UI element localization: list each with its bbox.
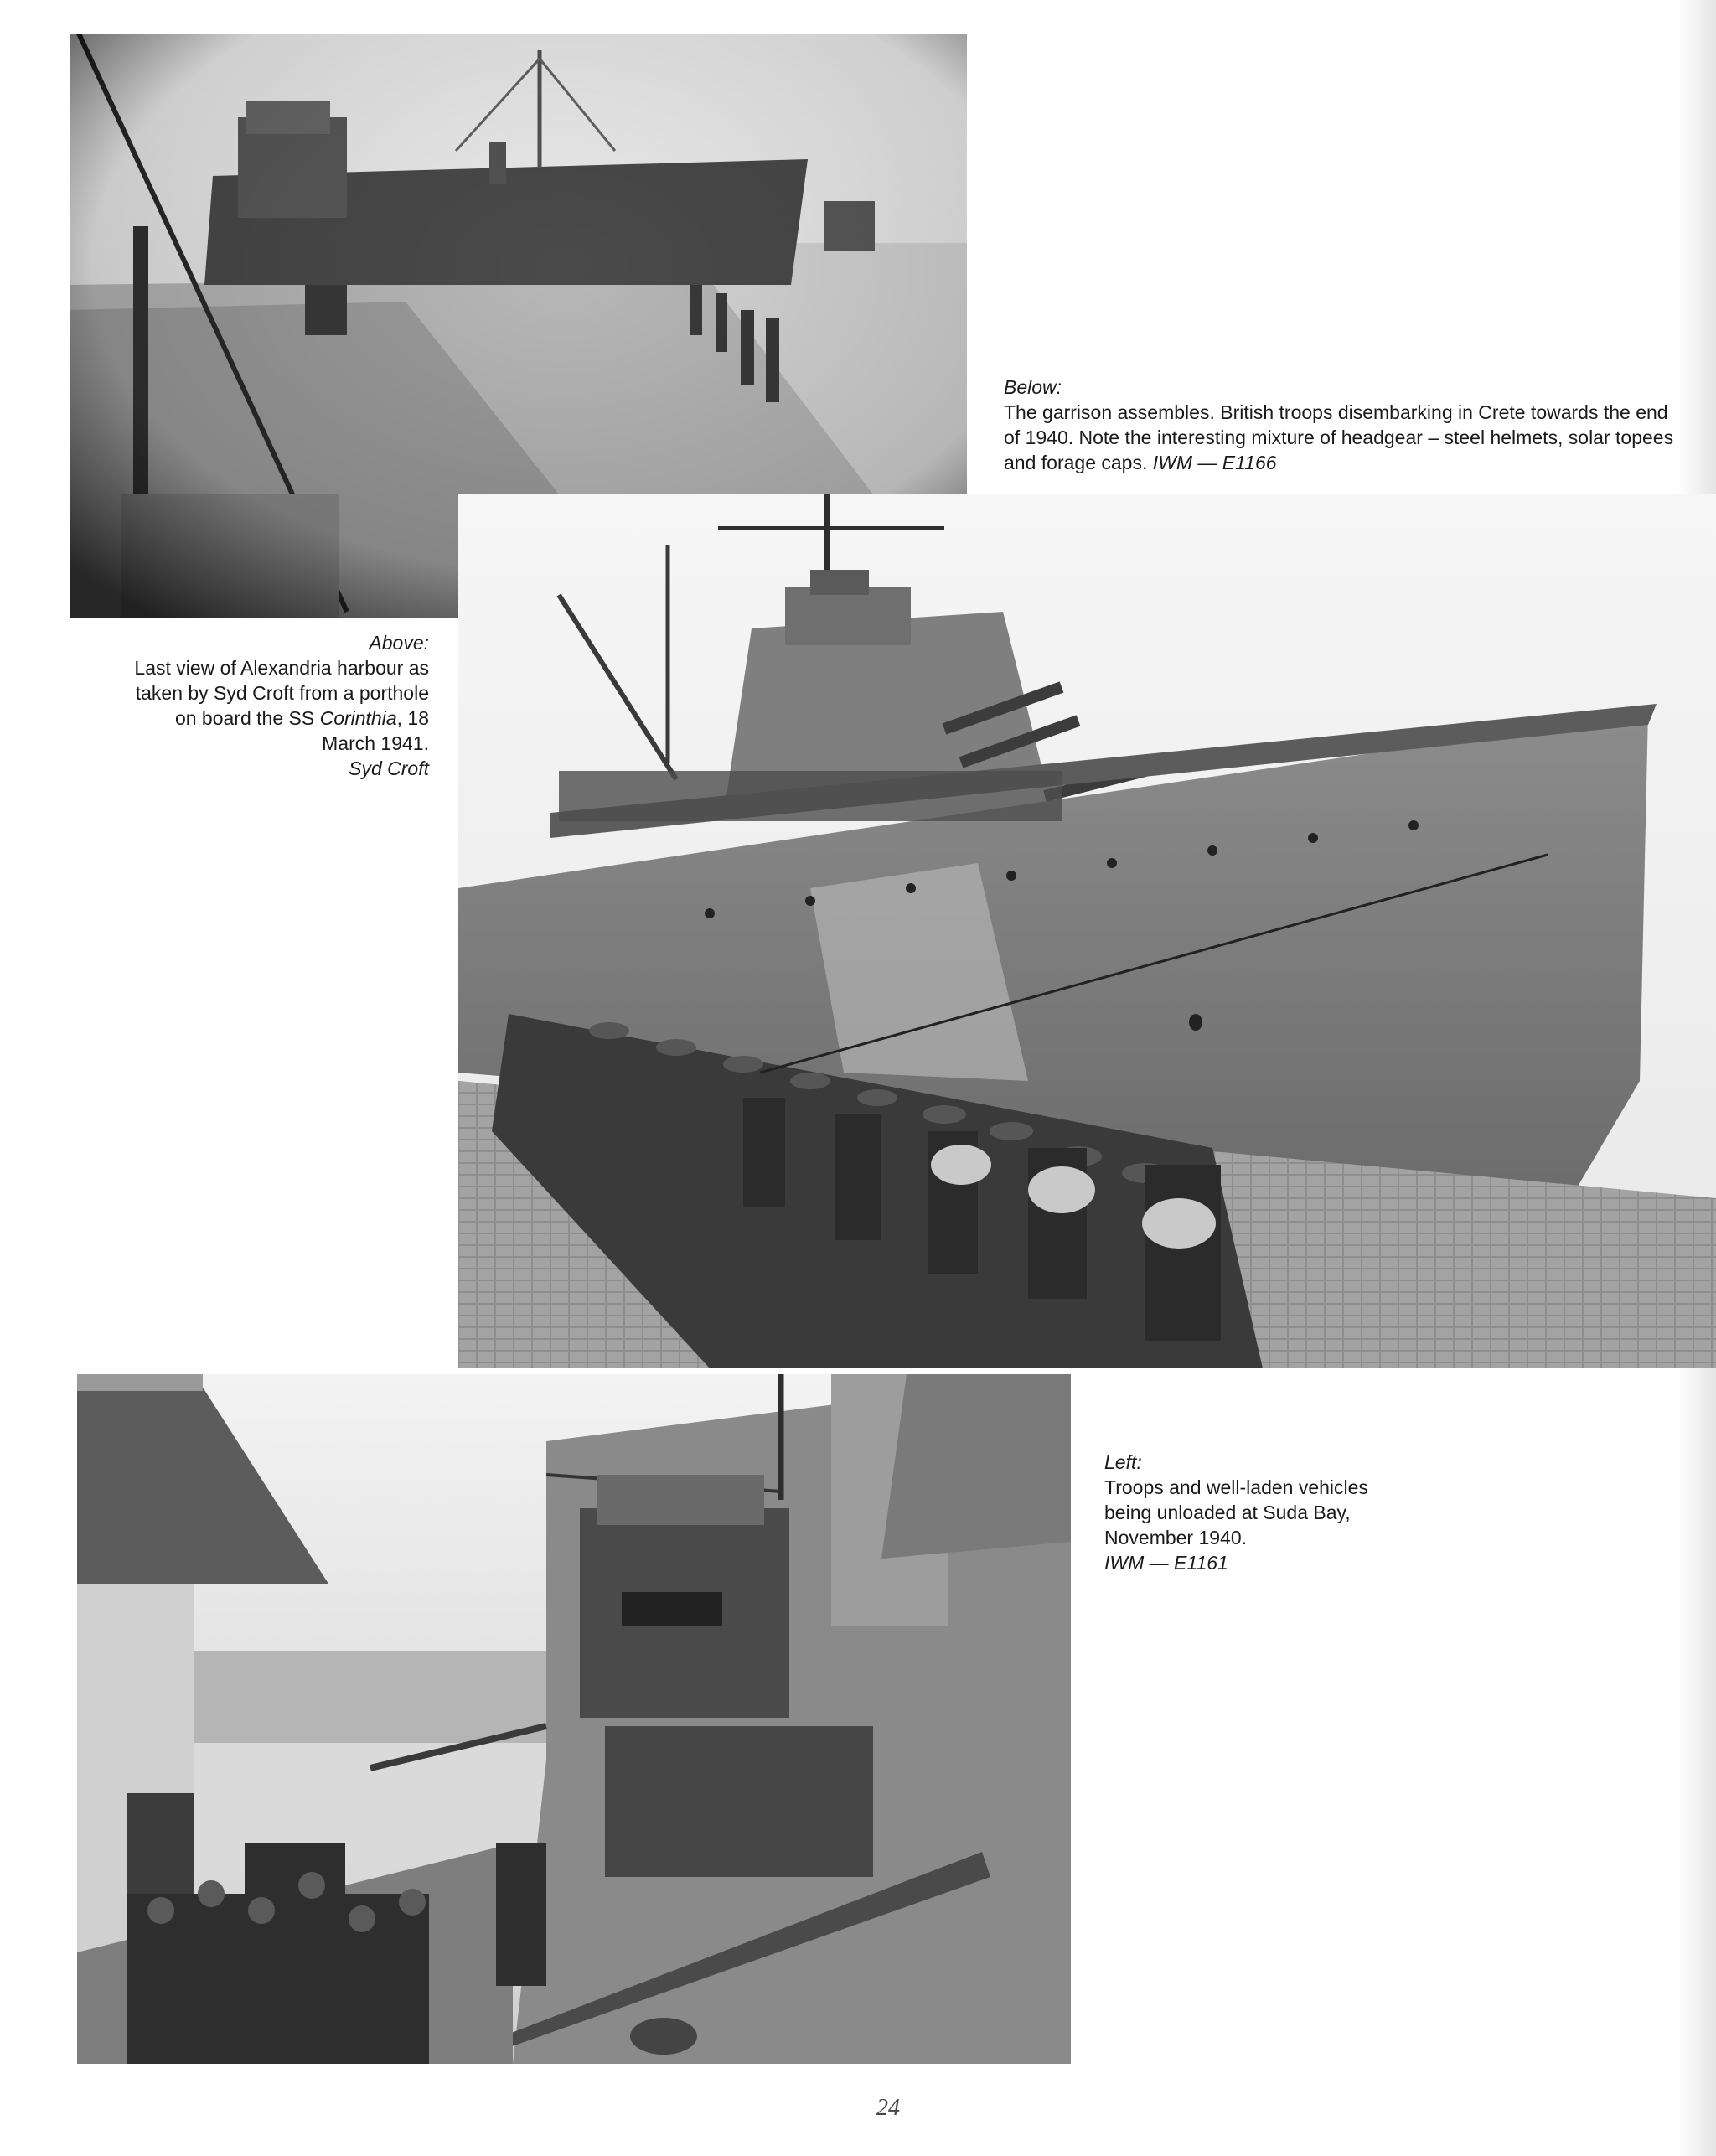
caption-above-body-part2: , 18 March 1941. [322,707,429,754]
caption-above-body-part1: Last view of Alexandria harbour as taken by Syd Croft from a porthole on board the SS [134,657,429,729]
caption-left [1104,1450,1406,1575]
caption-left-credit: IWM — E1161 [1104,1552,1228,1574]
caption-below-text [1004,400,1674,475]
suda-bay-image [77,1374,1071,2064]
caption-below-credit: IWM — E1166 [1152,452,1277,473]
caption-below-body: The garrison assembles. British troops disembarking in Crete towards the end of 1940. Note the interesting mixture of headgear – steel helmets, solar topees and forage caps. [1004,401,1674,473]
caption-above-lead: Above: [369,632,429,654]
caption-above [126,630,429,781]
caption-left-lead: Left: [1104,1451,1142,1473]
caption-below-lead: Below: [1004,376,1062,398]
photo-crete-disembarkation [458,494,1716,1368]
page-number: 24 [876,2095,900,2121]
photo-suda-bay-unloading [77,1374,1071,2064]
crete-disembarkation-image [458,494,1716,1368]
caption-above-text [126,655,429,756]
caption-above-ship-name: Corinthia [319,707,397,729]
caption-left-body: Troops and well-laden vehicles being unloaded at Suda Bay, November 1940. [1104,1476,1368,1548]
caption-above-credit: Syd Croft [349,757,429,779]
caption-below [1004,375,1674,475]
